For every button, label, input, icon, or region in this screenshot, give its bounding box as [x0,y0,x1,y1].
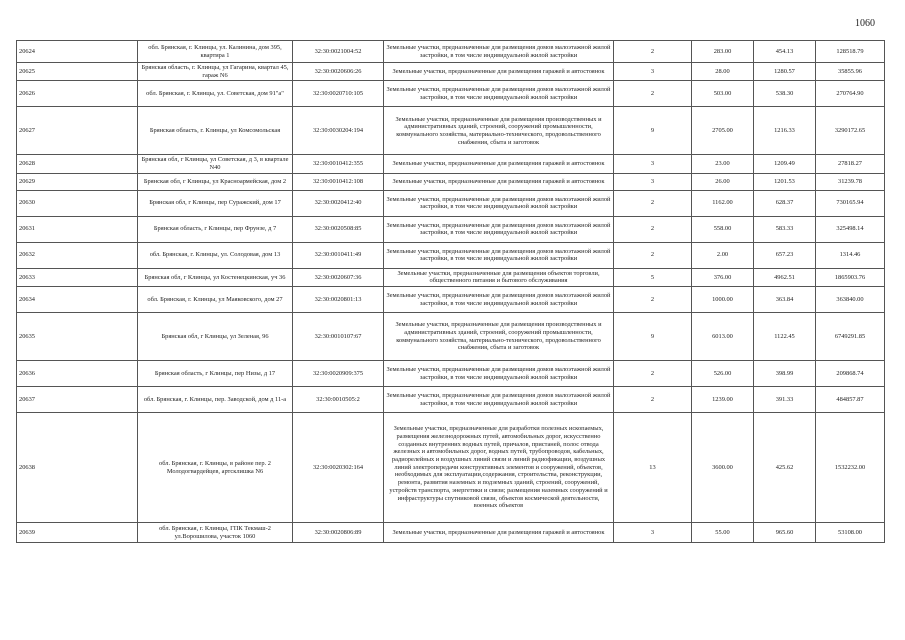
table-row [17,313,885,361]
specific-value-cell: 628.37 [754,190,816,216]
table-row [17,387,885,413]
address-cell: обл. Брянская, г. Клинцы, в районе пер. 2 Молодогвардейцев, артсклишка N6 [138,413,293,523]
row-number: 20631 [17,216,138,242]
address-cell: Брянская обл, г Клинцы, ул Костенецкинская, уч 36 [138,268,293,286]
cadastral-number-cell: 32:30:0020710:105 [293,81,384,107]
use-group-cell: 3 [614,155,692,173]
cadastral-value-cell: 209868.74 [816,361,885,387]
area-cell: 1239.00 [692,387,754,413]
address-cell: Брянская область, г. Клинцы, ул Комсомольская [138,107,293,155]
cadastral-value-cell: 270764.90 [816,81,885,107]
area-cell: 283.00 [692,41,754,63]
cadastral-value-cell: 3290172.65 [816,107,885,155]
specific-value-cell: 4962.51 [754,268,816,286]
table-row [17,173,885,190]
row-number: 20635 [17,313,138,361]
specific-value-cell: 425.62 [754,413,816,523]
cadastral-value-cell: 31239.78 [816,173,885,190]
cadastral-number-cell: 32:30:0030204:194 [293,107,384,155]
cadastral-value-cell: 363840.00 [816,287,885,313]
use-group-cell: 2 [614,216,692,242]
land-use-cell: Земельные участки, предназначенные для размещения домов малоэтажной жилой застройки, в том числе индивидуальной жилой застройки [384,242,614,268]
area-cell: 2705.00 [692,107,754,155]
cadastral-number-cell: 32:30:0020909:375 [293,361,384,387]
address-cell: обл. Брянская, г. Клинцы, пер. Заводской, дом д 11-а [138,387,293,413]
area-cell: 2.00 [692,242,754,268]
land-use-cell: Земельные участки, предназначенные для размещения объектов торговли, общественного питания и бытового обслуживания [384,268,614,286]
land-use-cell: Земельные участки, предназначенные для размещения гаражей и автостоянок [384,523,614,543]
address-cell: обл. Брянская, г. Клинцы, ул Маяковского, дом 27 [138,287,293,313]
address-cell: Брянская область, г Клинцы, пер Фрунзе, д 7 [138,216,293,242]
area-cell: 6013.00 [692,313,754,361]
register-body [17,41,885,543]
row-number: 20627 [17,107,138,155]
cadastral-number-cell: 32:30:0010412:355 [293,155,384,173]
address-cell: Брянская область, г. Клинцы, ул Гагарина, квартал 45, гараж N6 [138,63,293,81]
land-use-cell: Земельные участки, предназначенные для размещения гаражей и автостоянок [384,63,614,81]
cadastral-number-cell: 32:30:0020412:40 [293,190,384,216]
address-cell: обл. Брянская, г. Клинцы, ГПК Текмаш-2 ул.Ворошилова, участок 1060 [138,523,293,543]
row-number: 20625 [17,63,138,81]
land-use-cell: Земельные участки, предназначенные для размещения домов малоэтажной жилой застройки, в том числе индивидуальной жилой застройки [384,387,614,413]
row-number: 20624 [17,41,138,63]
use-group-cell: 3 [614,523,692,543]
cadastral-value-cell: 325498.14 [816,216,885,242]
address-cell: обл. Брянская, г. Клинцы, ул. Калинина, дом 395, квартира 1 [138,41,293,63]
row-number: 20637 [17,387,138,413]
table-row [17,242,885,268]
address-cell: Брянская обл, г Клинцы, ул Зеленая, 96 [138,313,293,361]
use-group-cell: 2 [614,242,692,268]
land-use-cell: Земельные участки, предназначенные для размещения домов малоэтажной жилой застройки, в том числе индивидуальной жилой застройки [384,41,614,63]
table-row [17,190,885,216]
cadastral-number-cell: 32:30:0010505:2 [293,387,384,413]
specific-value-cell: 965.60 [754,523,816,543]
specific-value-cell: 391.33 [754,387,816,413]
address-cell: Брянская обл, г Клинцы, пер Суражский, дом 17 [138,190,293,216]
cadastral-value-cell: 27818.27 [816,155,885,173]
cadastral-value-cell: 484857.87 [816,387,885,413]
area-cell: 28.00 [692,63,754,81]
use-group-cell: 2 [614,287,692,313]
land-use-cell: Земельные участки, предназначенные для разработки полезных ископаемых, размещения железнодорожных путей, автомобильных дорог, искусственно созданных внутренних водных путей, причалов, пристаней, полос отвода железных и автомобильных дорог, водных путей, трубопроводов, кабельных, радиорелейных и воздушных линий связи и линий радиофикации, воздушных линий электропередачи конструктивных элементов и сооружений, объектов, необходимых для эксплуатации,содержания, строительства, реконструкции, ремонта, развития наземных и подземных зданий, строений, сооружений, устройств транспорта, энергетики и связи; размещения наземных сооружений и инфраструктуры спутниковой связи, объектов космической деятельности, военных объектов [384,413,614,523]
land-use-cell: Земельные участки, предназначенные для размещения гаражей и автостоянок [384,173,614,190]
use-group-cell: 3 [614,173,692,190]
table-row [17,41,885,63]
area-cell: 376.00 [692,268,754,286]
area-cell: 558.00 [692,216,754,242]
row-number: 20628 [17,155,138,173]
cadastral-number-cell: 32:30:0010411:49 [293,242,384,268]
land-use-cell: Земельные участки, предназначенные для размещения гаражей и автостоянок [384,155,614,173]
row-number: 20636 [17,361,138,387]
table-row [17,268,885,286]
use-group-cell: 3 [614,63,692,81]
use-group-cell: 9 [614,313,692,361]
address-cell: обл. Брянская, г. Клинцы, ул. Советская, дом 91"а" [138,81,293,107]
row-number: 20638 [17,413,138,523]
use-group-cell: 5 [614,268,692,286]
area-cell: 55.00 [692,523,754,543]
table-row [17,107,885,155]
cadastral-value-cell: 1532232.00 [816,413,885,523]
specific-value-cell: 1122.45 [754,313,816,361]
row-number: 20630 [17,190,138,216]
table-row [17,63,885,81]
row-number: 20626 [17,81,138,107]
area-cell: 23.00 [692,155,754,173]
cadastral-value-cell: 35855.96 [816,63,885,81]
cadastral-number-cell: 32:30:0021004:52 [293,41,384,63]
land-use-cell: Земельные участки, предназначенные для размещения домов малоэтажной жилой застройки, в том числе индивидуальной жилой застройки [384,287,614,313]
use-group-cell: 2 [614,81,692,107]
cadastral-value-cell: 128518.79 [816,41,885,63]
land-use-cell: Земельные участки, предназначенные для размещения производственных и административных зданий, строений, сооружений промышленности, коммунального хозяйства, материально-технического, продовольственного снабжения, сбыта и заготовок [384,313,614,361]
table-row [17,287,885,313]
use-group-cell: 2 [614,387,692,413]
area-cell: 26.00 [692,173,754,190]
cadastral-number-cell: 32:30:0020606:26 [293,63,384,81]
table-row [17,216,885,242]
area-cell: 526.00 [692,361,754,387]
specific-value-cell: 583.33 [754,216,816,242]
cadastral-number-cell: 32:30:0010412:108 [293,173,384,190]
cadastral-number-cell: 32:30:0010107:67 [293,313,384,361]
land-use-cell: Земельные участки, предназначенные для размещения домов малоэтажной жилой застройки, в том числе индивидуальной жилой застройки [384,81,614,107]
cadastral-number-cell: 32:30:0020806:89 [293,523,384,543]
land-use-cell: Земельные участки, предназначенные для размещения домов малоэтажной жилой застройки, в том числе индивидуальной жилой застройки [384,216,614,242]
table-row [17,155,885,173]
specific-value-cell: 1280.57 [754,63,816,81]
specific-value-cell: 398.99 [754,361,816,387]
land-use-cell: Земельные участки, предназначенные для размещения домов малоэтажной жилой застройки, в том числе индивидуальной жилой застройки [384,361,614,387]
land-register-table [16,40,885,543]
use-group-cell: 2 [614,190,692,216]
use-group-cell: 9 [614,107,692,155]
specific-value-cell: 657.23 [754,242,816,268]
row-number: 20629 [17,173,138,190]
specific-value-cell: 1201.53 [754,173,816,190]
address-cell: Брянская обл, г Клинцы, ул Красноармейская, дом 2 [138,173,293,190]
cadastral-value-cell: 1314.46 [816,242,885,268]
land-use-cell: Земельные участки, предназначенные для размещения производственных и административных зданий, строений, сооружений промышленности, коммунального хозяйства, материально-технического, продовольственного снабжения, сбыта и заготовок [384,107,614,155]
cadastral-number-cell: 32:30:0020801:13 [293,287,384,313]
address-cell: Брянская обл, г Клинцы, ул Советская, д 3, в квартале N40 [138,155,293,173]
cadastral-value-cell: 53108.00 [816,523,885,543]
table-row [17,361,885,387]
area-cell: 3600.00 [692,413,754,523]
row-number: 20633 [17,268,138,286]
specific-value-cell: 538.30 [754,81,816,107]
cadastral-value-cell: 6749291.85 [816,313,885,361]
use-group-cell: 13 [614,413,692,523]
land-use-cell: Земельные участки, предназначенные для размещения домов малоэтажной жилой застройки, в том числе индивидуальной жилой застройки [384,190,614,216]
area-cell: 1000.00 [692,287,754,313]
address-cell: обл. Брянская, г. Клинцы, ул. Солодовая, дом 13 [138,242,293,268]
address-cell: Брянская область, г Клинцы, пер Низы, д 17 [138,361,293,387]
specific-value-cell: 1209.49 [754,155,816,173]
cadastral-value-cell: 730165.94 [816,190,885,216]
row-number: 20634 [17,287,138,313]
area-cell: 1162.00 [692,190,754,216]
cadastral-value-cell: 1865903.76 [816,268,885,286]
page-number: 1060 [855,18,875,29]
row-number: 20639 [17,523,138,543]
row-number: 20632 [17,242,138,268]
specific-value-cell: 363.84 [754,287,816,313]
table-row [17,81,885,107]
table-row [17,413,885,523]
area-cell: 503.00 [692,81,754,107]
use-group-cell: 2 [614,41,692,63]
specific-value-cell: 1216.33 [754,107,816,155]
specific-value-cell: 454.13 [754,41,816,63]
cadastral-number-cell: 32:30:0020302:164 [293,413,384,523]
cadastral-number-cell: 32:30:0020607:36 [293,268,384,286]
use-group-cell: 2 [614,361,692,387]
table-row [17,523,885,543]
cadastral-number-cell: 32:30:0020508:85 [293,216,384,242]
